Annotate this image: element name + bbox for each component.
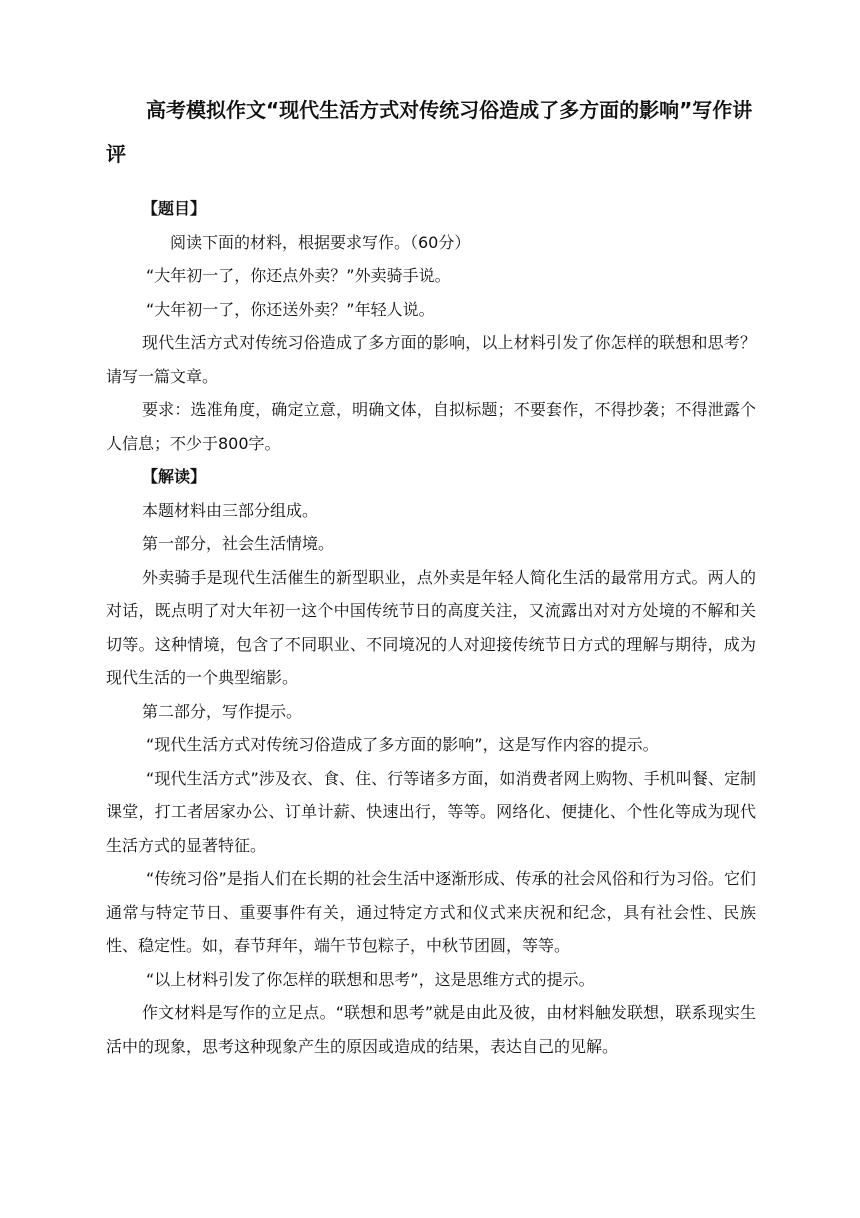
paragraph: “传统习俗”是指人们在长期的社会生活中逐渐形成、传承的社会风俗和行为习俗。它们通常与特定节日、重要事件有关，通过特定方式和仪式来庆祝和纪念，具有社会性、民族性、稳定性。如，春节拜年，端午节包粽子，中秋节团圆，等等。 bbox=[106, 869, 756, 955]
paragraph: “以上材料引发了你怎样的联想和思考”，这是思维方式的提示。 bbox=[146, 969, 595, 989]
paragraph: 本题材料由三部分组成。 bbox=[142, 500, 319, 520]
paragraph: “现代生活方式”涉及衣、食、住、行等诸多方面，如消费者网上购物、手机叫餐、定制课堂，打工者居家办公、订单计薪、快速出行，等等。网络化、便捷化、个性化等成为现代生活方式的显著特征。 bbox=[106, 768, 756, 855]
paragraph: 外卖骑手是现代生活催生的新型职业，点外卖是年轻人简化生活的最常用方式。两人的对话，既点明了对大年初一这个中国传统节日的高度关注，又流露出对对方处境的不解和关切等。这种情境，包含了不同职业、不同境况的人对迎接传统节日方式的理解与期待，成为现代生活的一个典型缩影。 bbox=[106, 567, 756, 687]
paragraph: 作文材料是写作的立足点。“联想和思考”就是由此及彼，由材料触发联想，联系现实生活中的现象，思考这种现象产生的原因或造成的结果，表达自己的见解。 bbox=[106, 1003, 756, 1056]
paragraph: “大年初一了，你还点外卖？”外卖骑手说。 bbox=[146, 266, 451, 285]
paragraph: 现代生活方式对传统习俗造成了多方面的影响，以上材料引发了你怎样的联想和思考？请写一篇文章。 bbox=[106, 333, 756, 386]
paragraph: “大年初一了，你还送外卖？”年轻人说。 bbox=[146, 299, 435, 319]
paragraph: 阅读下面的材料，根据要求写作。（60分） bbox=[170, 232, 471, 252]
document-page bbox=[106, 88, 756, 1063]
section-heading-analysis: 【解读】 bbox=[142, 467, 207, 486]
paragraph: 第一部分，社会生活情境。 bbox=[142, 534, 335, 553]
section-heading-topic: 【题目】 bbox=[142, 199, 207, 218]
paragraph: 第二部分，写作提示。 bbox=[142, 701, 303, 721]
document-title: 高考模拟作文“现代生活方式对传统习俗造成了多方面的影响”写作讲评 bbox=[106, 98, 753, 166]
paragraph: 要求：选准角度，确定立意，明确文体，自拟标题；不要套作，不得抄袭；不得泄露个人信息；不少于800字。 bbox=[106, 400, 756, 453]
paragraph: “现代生活方式对传统习俗造成了多方面的影响”，这是写作内容的提示。 bbox=[146, 735, 659, 754]
